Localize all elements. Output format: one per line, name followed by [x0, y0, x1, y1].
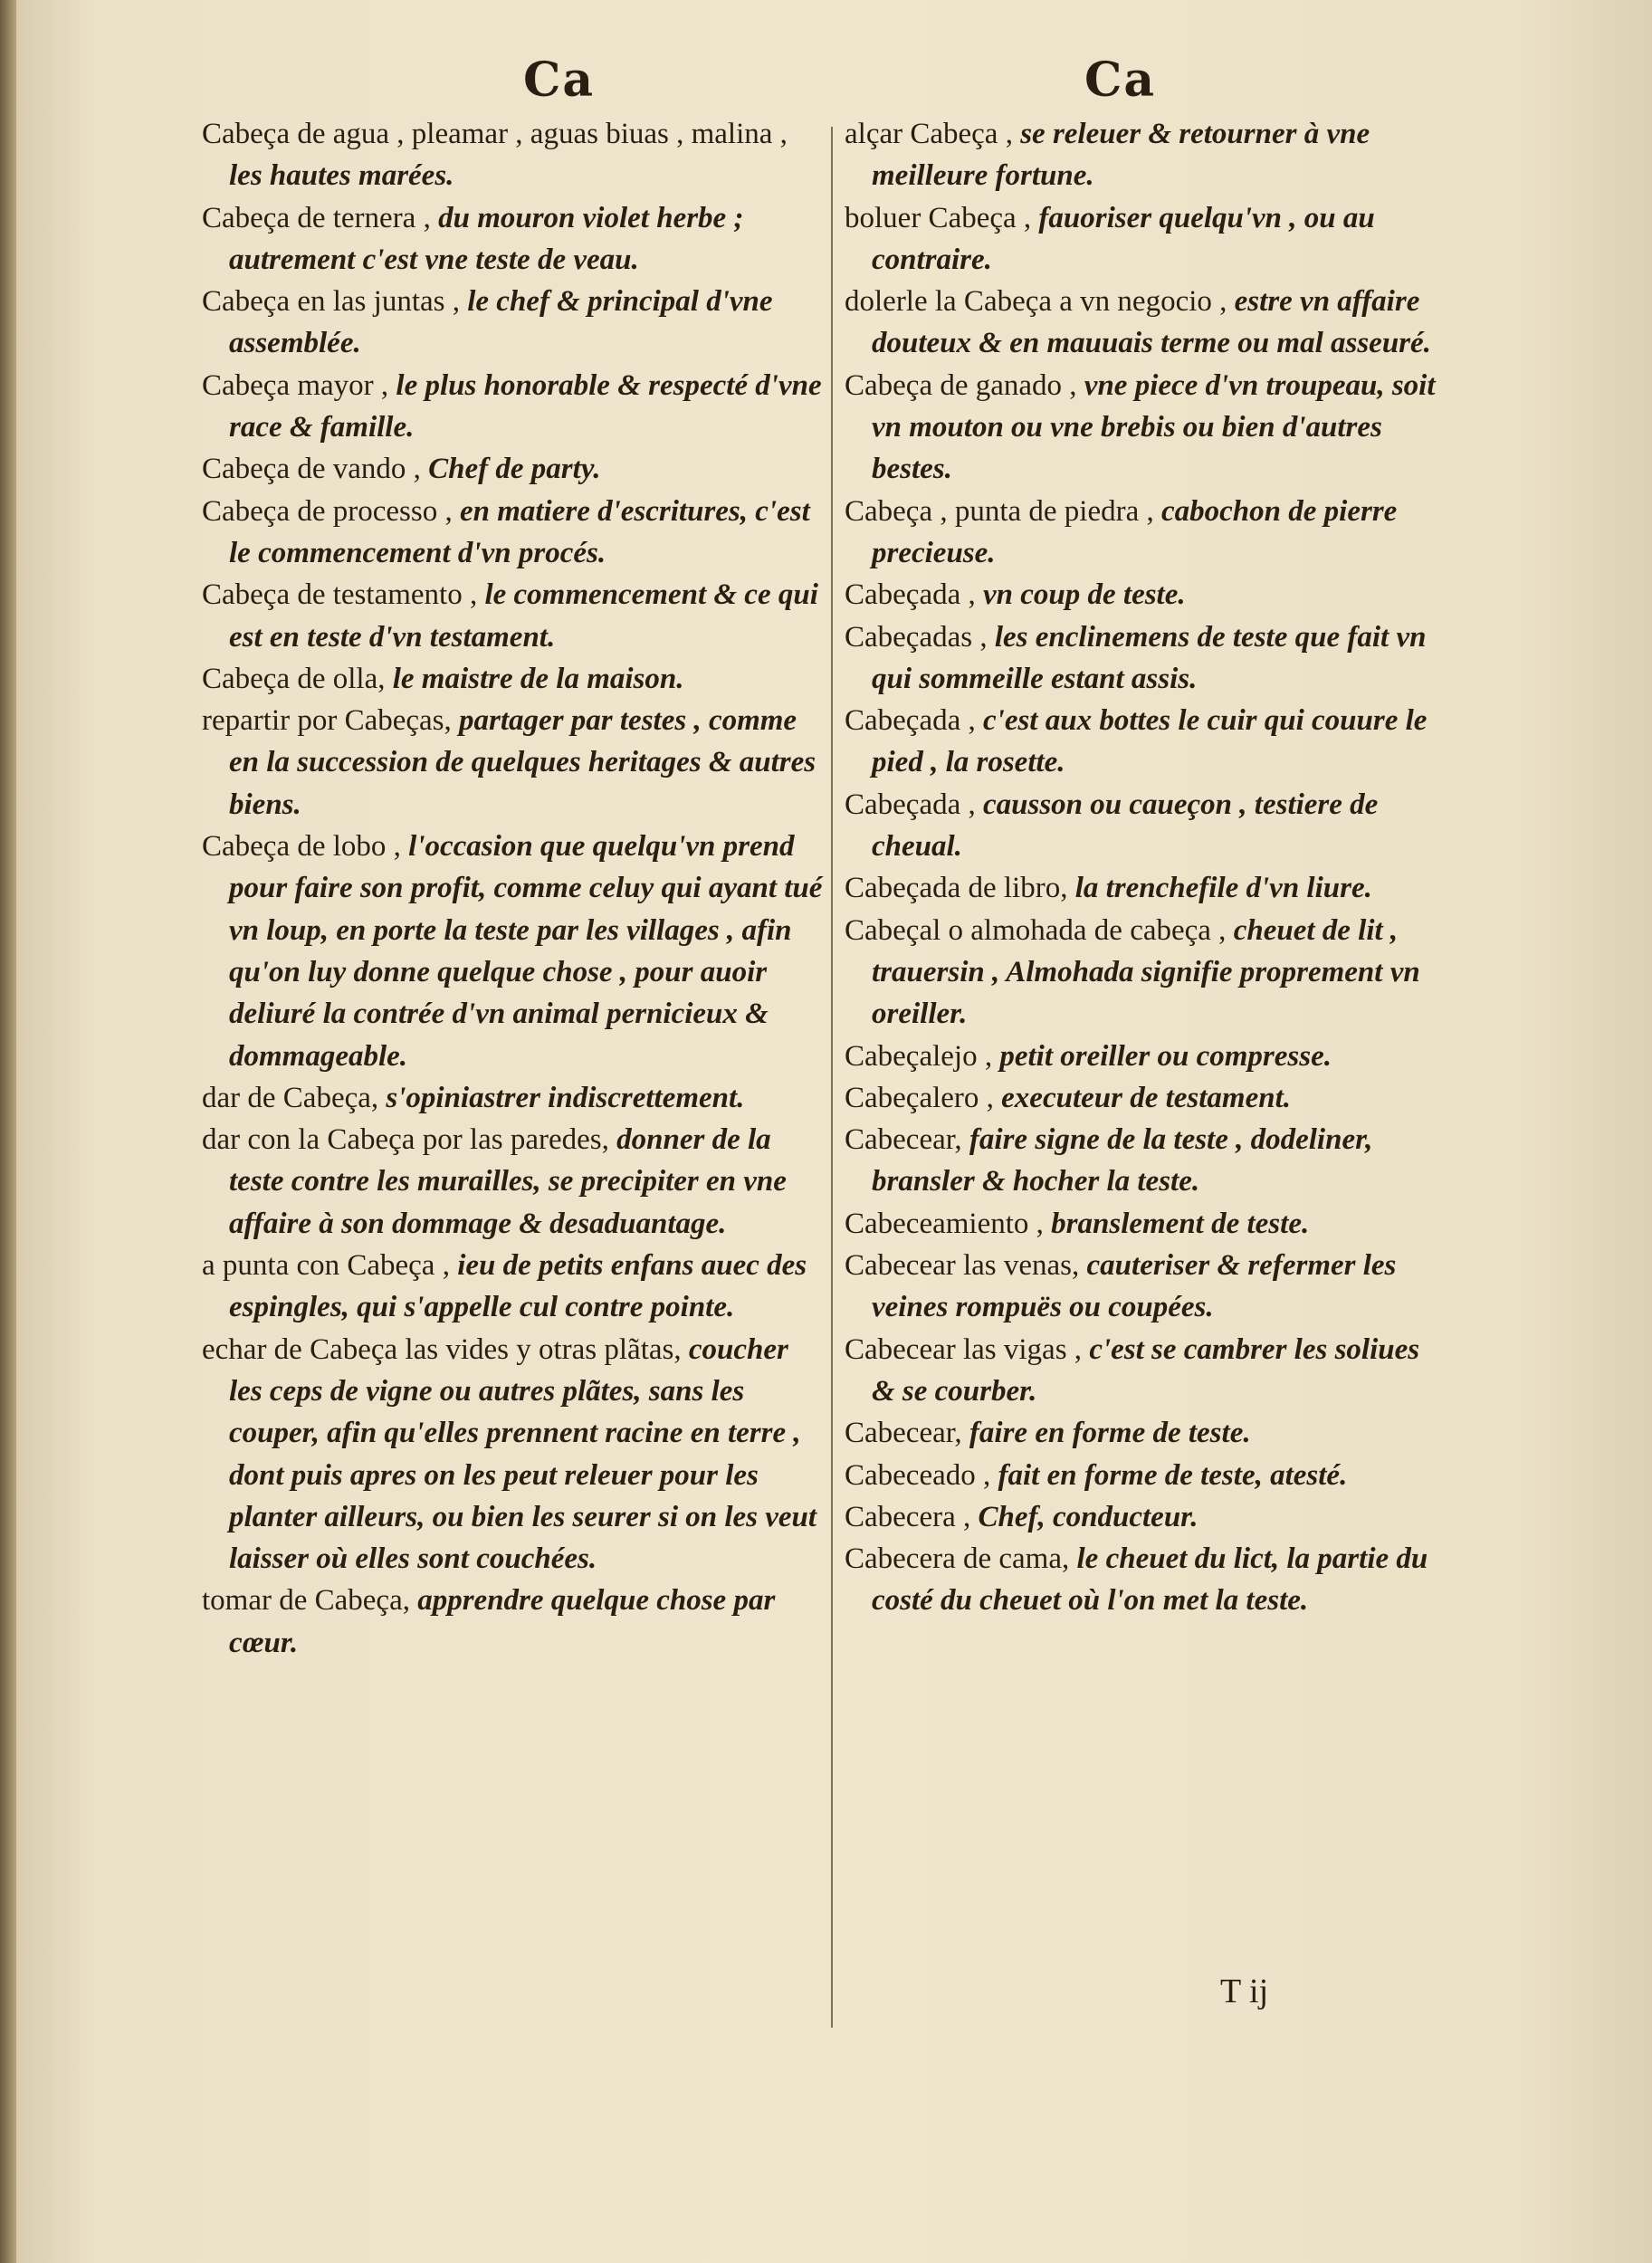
- entry-definition: executeur de testament.: [1001, 1081, 1292, 1114]
- dictionary-entry: [845, 113, 1447, 197]
- dictionary-entry: [202, 658, 826, 700]
- column-divider: [831, 127, 833, 2028]
- dictionary-entry: [202, 826, 826, 1077]
- dictionary-entry: [202, 1245, 826, 1329]
- entry-definition: fait en forme de teste, atesté.: [998, 1458, 1348, 1492]
- entry-term: Cabeça de ganado ,: [845, 368, 1084, 402]
- entry-definition: Chef de party.: [428, 453, 601, 486]
- entry-definition: partager par testes , comme en la succession de quelques heritages & autres biens.: [229, 704, 816, 821]
- entry-definition: donner de la teste contre les murailles, se precipiter en vne affaire à son dommage & desaduantage.: [229, 1123, 787, 1240]
- dictionary-entry: [845, 1119, 1447, 1203]
- dictionary-entry: [845, 1496, 1447, 1538]
- entry-term: dolerle la Cabeça a vn negocio ,: [845, 285, 1235, 319]
- running-header-left: Ca: [523, 53, 596, 108]
- dictionary-entry: [202, 113, 826, 197]
- dictionary-entry: [845, 1077, 1447, 1119]
- dictionary-entry: [845, 491, 1447, 575]
- dictionary-entry: [845, 574, 1447, 616]
- entry-term: Cabecera ,: [845, 1500, 979, 1533]
- page-binding-edge: [0, 0, 16, 2263]
- dictionary-entry: [845, 1245, 1447, 1329]
- dictionary-entry: [202, 197, 826, 282]
- entry-definition: petit oreiller ou compresse.: [999, 1039, 1332, 1073]
- dictionary-entry: [202, 700, 826, 826]
- entry-definition: cheuet de lit , trauersin , Almohada signifie proprement vn oreiller.: [872, 913, 1420, 1031]
- entry-definition: Chef, conducteur.: [978, 1500, 1198, 1533]
- entry-term: Cabecear,: [845, 1123, 969, 1157]
- entry-definition: ieu de petits enfans auec des espingles, qui s'appelle cul contre pointe.: [229, 1249, 807, 1324]
- entry-term: Cabeça de vando ,: [202, 453, 429, 486]
- entry-term: tomar de Cabeça,: [202, 1584, 418, 1618]
- entry-term: Cabecear las venas,: [845, 1249, 1087, 1283]
- dictionary-entry: [202, 574, 826, 658]
- dictionary-entry: [202, 1077, 826, 1119]
- signature-mark: T ij: [1220, 1972, 1269, 2010]
- entry-definition: branslement de teste.: [1051, 1207, 1310, 1240]
- dictionary-entry: [202, 281, 826, 365]
- entry-definition: le commencement & ce qui est en teste d'vn testament.: [229, 578, 818, 654]
- entry-term: repartir por Cabeças,: [202, 704, 460, 738]
- entry-term: Cabeça de ternera ,: [202, 201, 439, 234]
- entry-definition: le chef & principal d'vne assemblée.: [229, 285, 773, 360]
- entry-definition: s'opiniastrer indiscrettement.: [386, 1081, 745, 1114]
- entry-term: Cabeça , punta de piedra ,: [845, 494, 1162, 528]
- entry-definition: apprendre quelque chose par cœur.: [229, 1584, 776, 1659]
- dictionary-entry: [845, 616, 1447, 701]
- left-column: [202, 113, 826, 1664]
- dictionary-entry: [202, 365, 826, 449]
- entry-term: Cabeçada ,: [845, 578, 983, 612]
- entry-definition: le plus honorable & respecté d'vne race & famille.: [229, 368, 822, 444]
- entry-term: Cabecera de cama,: [845, 1542, 1077, 1576]
- dictionary-entry: [845, 365, 1447, 491]
- entry-definition: estre vn affaire douteux & en mauuais terme ou mal asseuré.: [872, 285, 1431, 360]
- dictionary-entry: [202, 1580, 826, 1664]
- entry-term: dar de Cabeça,: [202, 1081, 387, 1114]
- dictionary-entry: [202, 1119, 826, 1245]
- entry-term: Cabeceado ,: [845, 1458, 998, 1492]
- entry-definition: les enclinemens de teste que fait vn qui sommeille estant assis.: [872, 620, 1427, 695]
- right-column: [845, 113, 1447, 1622]
- entry-definition: faire signe de la teste , dodeliner, bransler & hocher la teste.: [872, 1123, 1373, 1198]
- entry-definition: en matiere d'escritures, c'est le commencement d'vn procés.: [229, 494, 810, 569]
- entry-term: Cabeçadas ,: [845, 620, 995, 654]
- entry-definition: le maistre de la maison.: [392, 662, 684, 695]
- dictionary-entry: [845, 1203, 1447, 1245]
- entry-term: alçar Cabeça ,: [845, 118, 1021, 150]
- entry-term: boluer Cabeça ,: [845, 201, 1039, 234]
- entry-term: echar de Cabeça las vides y otras plãtas,: [202, 1332, 689, 1366]
- entry-term: Cabeçada ,: [845, 788, 983, 821]
- entry-definition: faire en forme de teste.: [969, 1417, 1251, 1450]
- entry-term: Cabeça en las juntas ,: [202, 285, 468, 319]
- dictionary-entry: [845, 700, 1447, 784]
- entry-definition: se releuer & retourner à vne meilleure fortune.: [872, 118, 1370, 193]
- entry-definition: cabochon de pierre precieuse.: [872, 494, 1398, 569]
- dictionary-entry: [845, 1538, 1447, 1622]
- entry-term: Cabecear,: [845, 1417, 969, 1450]
- entry-term: Cabeçada de libro,: [845, 872, 1075, 905]
- entry-definition: fauoriser quelqu'vn , ou au contraire.: [872, 201, 1375, 276]
- entry-term: Cabeçal o almohada de cabeça ,: [845, 913, 1234, 947]
- entry-term: Cabeceamiento ,: [845, 1207, 1052, 1240]
- entry-definition: c'est aux bottes le cuir qui couure le pied , la rosette.: [872, 704, 1428, 779]
- entry-definition: vne piece d'vn troupeau, soit vn mouton ou vne brebis ou bien d'autres bestes.: [872, 368, 1436, 486]
- dictionary-entry: [845, 1412, 1447, 1454]
- entry-definition: c'est se cambrer les soliues & se courber.: [872, 1332, 1420, 1408]
- dictionary-entry: [845, 1455, 1447, 1496]
- dictionary-entry: [202, 491, 826, 575]
- dictionary-entry: [845, 867, 1447, 909]
- entry-term: Cabeça de lobo ,: [202, 830, 409, 864]
- dictionary-entry: [845, 1036, 1447, 1077]
- entry-term: a punta con Cabeça ,: [202, 1249, 458, 1283]
- entry-term: Cabeça mayor ,: [202, 368, 396, 402]
- dictionary-entry: [845, 197, 1447, 282]
- entry-definition: causson ou caueçon , testiere de cheual.: [872, 788, 1379, 864]
- entry-definition: les hautes marées.: [229, 159, 454, 193]
- entry-term: Cabeça de processo ,: [202, 494, 460, 528]
- entry-term: Cabeçalejo ,: [845, 1039, 1000, 1073]
- entry-definition: du mouron violet herbe ; autrement c'est vne teste de veau.: [229, 201, 744, 276]
- entry-term: Cabeça de olla,: [202, 662, 393, 695]
- dictionary-entry: [845, 784, 1447, 868]
- entry-definition: vn coup de teste.: [983, 578, 1186, 612]
- entry-definition: l'occasion que quelqu'vn prend pour faire son profit, comme celuy qui ayant tué vn loup, en porte la teste par les villages , afin qu'on luy donne quelque chose , pour auoir deliuré la contrée d'vn animal pernicieux & dommageable.: [229, 830, 823, 1073]
- dictionary-entry: [202, 448, 826, 490]
- dictionary-entry: [845, 281, 1447, 365]
- entry-term: Cabeçada ,: [845, 704, 983, 738]
- entry-term: Cabeça de agua , pleamar , aguas biuas , malina ,: [202, 118, 788, 150]
- entry-definition: la trenchefile d'vn liure.: [1074, 872, 1372, 905]
- dictionary-page: [16, 0, 1652, 2263]
- dictionary-entry: [845, 1329, 1447, 1413]
- dictionary-entry: [202, 1329, 826, 1580]
- entry-term: Cabecear las vigas ,: [845, 1332, 1090, 1366]
- entry-term: Cabeçalero ,: [845, 1081, 1002, 1114]
- entry-definition: cauteriser & refermer les veines rompuës ou coupées.: [872, 1249, 1397, 1324]
- entry-definition: coucher les ceps de vigne ou autres plãtes, sans les couper, afin qu'elles prennent racine en terre , dont puis apres on les peut releuer pour les planter ailleurs, ou bien les seurer si on les veut laisser où elles sont couchées.: [229, 1332, 817, 1576]
- entry-term: Cabeça de testamento ,: [202, 578, 485, 612]
- entry-definition: le cheuet du lict, la partie du costé du cheuet où l'on met la teste.: [872, 1542, 1428, 1618]
- dictionary-entry: [845, 910, 1447, 1036]
- running-header-right: Ca: [1084, 53, 1157, 108]
- entry-term: dar con la Cabeça por las paredes,: [202, 1123, 617, 1157]
